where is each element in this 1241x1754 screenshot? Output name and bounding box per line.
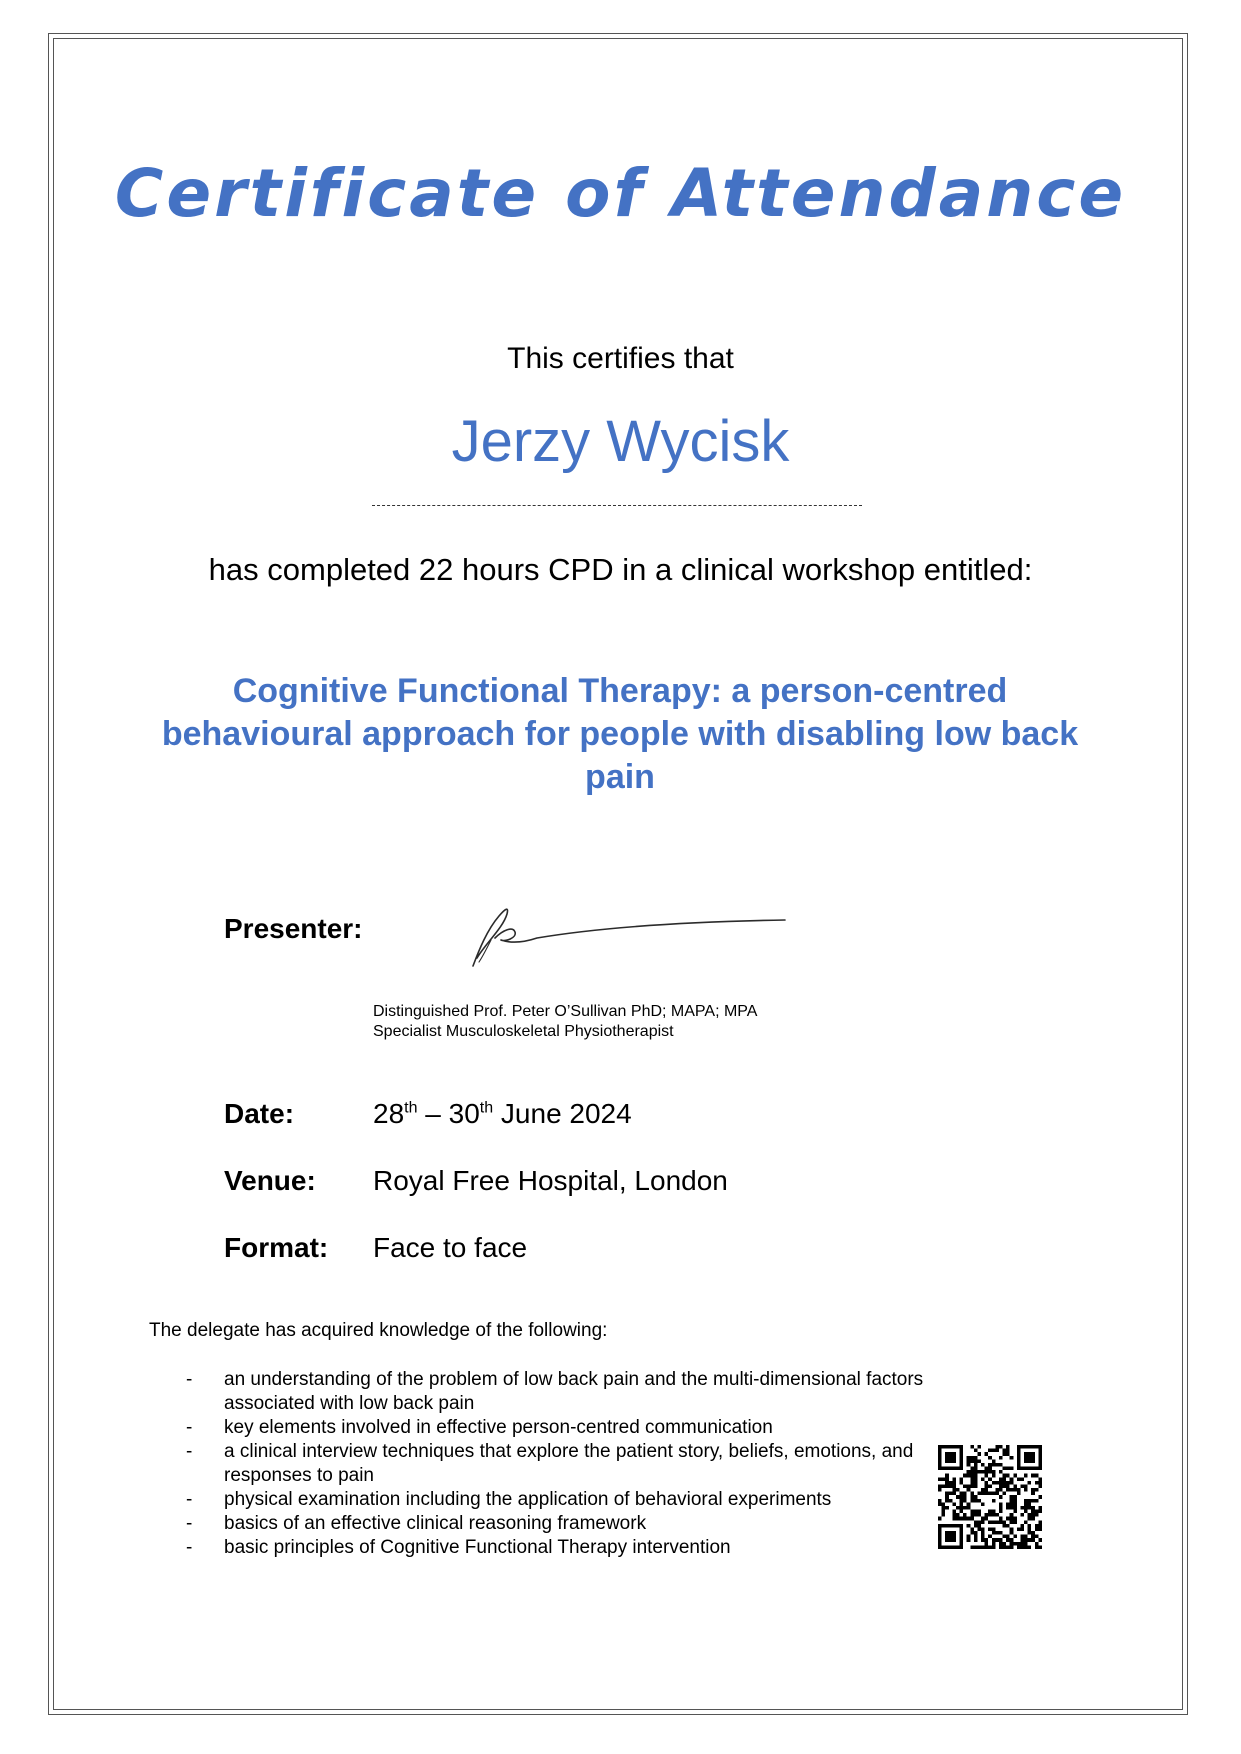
list-item: - basic principles of Cognitive Functional Therapy intervention: [186, 1536, 1006, 1560]
knowledge-intro: The delegate has acquired knowledge of the following:: [149, 1320, 608, 1341]
venue-label: Venue:: [224, 1165, 316, 1196]
date-label: Date:: [224, 1098, 295, 1129]
presenter-signature: [465, 900, 795, 972]
list-item: - basics of an effective clinical reasoning framework: [186, 1512, 1006, 1536]
certificate-title: Certificate of Attendance: [114, 155, 1127, 232]
date-value: [373, 1098, 632, 1130]
course-title: Cognitive Functional Therapy: a person-centred behavioural approach for people with disabling low back pain: [161, 672, 1079, 796]
presenter-role-line: Specialist Musculoskeletal Physiotherapist: [373, 1023, 674, 1040]
date-month-year: June 2024: [493, 1098, 632, 1129]
list-item: - physical examination including the application of behavioral experiments: [186, 1488, 1006, 1512]
certifies-text: This certifies that: [507, 342, 734, 375]
presenter-name-line: Distinguished Prof. Peter O’Sullivan PhD; MAPA; MPA: [373, 1003, 758, 1020]
completion-text: has completed 22 hours CPD in a clinical workshop entitled:: [208, 552, 1033, 587]
date-start-suffix: th: [404, 1099, 418, 1117]
presenter-credentials: [373, 1002, 757, 1042]
recipient-name: Jerzy Wycisk: [451, 409, 790, 474]
format-label: Format:: [224, 1232, 329, 1263]
venue-value: Royal Free Hospital, London: [373, 1165, 728, 1196]
learning-outcomes-list: [186, 1368, 1006, 1560]
date-separator: –: [417, 1098, 449, 1129]
date-end-suffix: th: [479, 1099, 494, 1117]
list-item: - key elements involved in effective person-centred communication: [186, 1416, 1006, 1440]
date-start-day: 28: [373, 1098, 405, 1129]
list-item: - an understanding of the problem of low back pain and the multi-dimensional factors associated with low back pain: [186, 1368, 1006, 1416]
qr-code-icon: [938, 1445, 1042, 1549]
presenter-label: Presenter:: [224, 913, 363, 944]
format-value: Face to face: [373, 1232, 528, 1263]
name-divider: [372, 505, 862, 506]
list-item: - a clinical interview techniques that explore the patient story, beliefs, emotions, and responses to pain: [186, 1440, 1006, 1488]
date-end-day: 30: [448, 1098, 480, 1129]
